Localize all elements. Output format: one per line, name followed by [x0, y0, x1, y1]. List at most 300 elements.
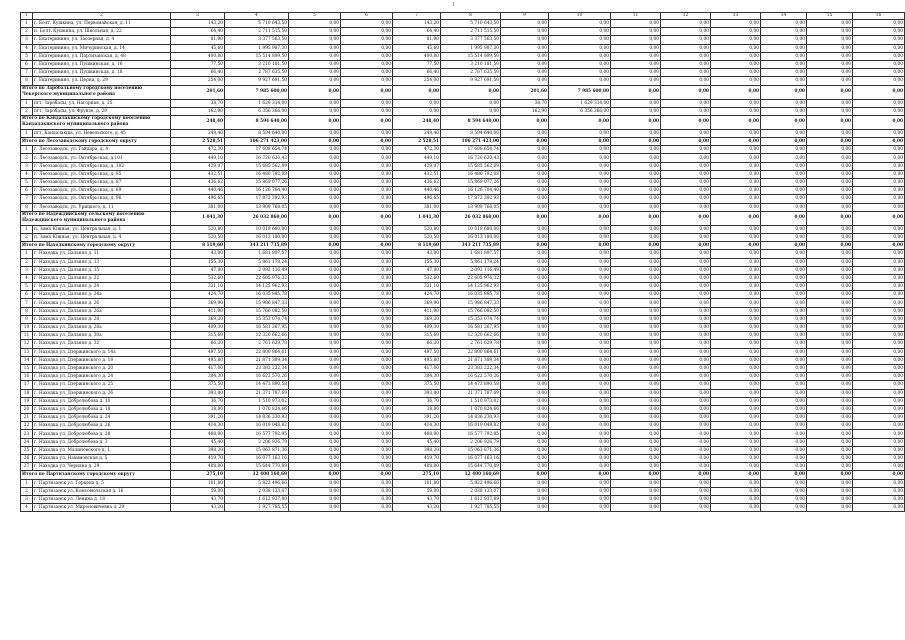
- value-cell: 0,00: [611, 99, 661, 107]
- value-cell: 0,00: [611, 463, 661, 471]
- value-cell: 0,00: [501, 195, 549, 203]
- value-cell: 495,80: [171, 356, 225, 364]
- value-cell: 0,00: [501, 115, 549, 129]
- value-cell: 0,00: [761, 495, 807, 503]
- value-cell: 0,00: [289, 504, 341, 512]
- value-cell: 304,30: [393, 373, 441, 381]
- table-row: [21, 179, 905, 187]
- value-cell: 0,00: [501, 211, 549, 225]
- row-number: 21: [21, 414, 33, 422]
- value-cell: 0,00: [341, 99, 393, 107]
- value-cell: 0,00: [549, 28, 611, 36]
- value-cell: 0,00: [761, 364, 807, 372]
- value-cell: 0,00: [289, 438, 341, 446]
- value-cell: 0,00: [341, 211, 393, 225]
- value-cell: 0,00: [501, 356, 549, 364]
- value-cell: 2 787 635,50: [441, 69, 501, 77]
- value-cell: 369,20: [171, 315, 225, 323]
- value-cell: 0,00: [611, 455, 661, 463]
- value-cell: 0,00: [611, 203, 661, 211]
- value-cell: 15 063 871,36: [225, 446, 289, 454]
- value-cell: 0,00: [807, 20, 853, 28]
- value-cell: 16 019 048,82: [225, 422, 289, 430]
- value-cell: 0,00: [761, 20, 807, 28]
- value-cell: 0,00: [549, 381, 611, 389]
- address-cell: п. Болт. Кушкина, ул. Школьная, д. 22: [33, 28, 171, 36]
- value-cell: 14 836 230,93: [441, 414, 501, 422]
- value-cell: 0,00: [501, 69, 549, 77]
- value-cell: 0,00: [549, 405, 611, 413]
- value-cell: 21 871 389,34: [225, 356, 289, 364]
- value-cell: 0,00: [501, 495, 549, 503]
- value-cell: 0,00: [341, 364, 393, 372]
- value-cell: 2 038 133,07: [441, 487, 501, 495]
- value-cell: 0,00: [501, 138, 549, 146]
- value-cell: 0,00: [761, 438, 807, 446]
- value-cell: 0,00: [549, 495, 611, 503]
- value-cell: 0,00: [289, 20, 341, 28]
- value-cell: 0,00: [501, 315, 549, 323]
- value-cell: 0,00: [341, 487, 393, 495]
- value-cell: 496,65: [393, 195, 441, 203]
- value-cell: 0,00: [807, 495, 853, 503]
- value-cell: 0,00: [711, 28, 761, 36]
- value-cell: 0,00: [289, 405, 341, 413]
- value-cell: 1 629 314,00: [549, 99, 611, 107]
- table-row: [21, 307, 905, 315]
- value-cell: 16 577 792,95: [225, 430, 289, 438]
- value-cell: 0,00: [289, 36, 341, 44]
- value-cell: 0,00: [711, 107, 761, 115]
- value-cell: 0,00: [807, 291, 853, 299]
- value-cell: 440,46: [393, 187, 441, 195]
- value-cell: 0,00: [761, 397, 807, 405]
- address-cell: г. Екатеринино, ул. Заозерная, д. 4: [33, 36, 171, 44]
- table-row: [21, 504, 905, 512]
- value-cell: 0,00: [761, 187, 807, 195]
- value-cell: 106 271 423,00: [441, 138, 501, 146]
- value-cell: 10 019 680,00: [441, 225, 501, 233]
- value-cell: 0,00: [661, 504, 711, 512]
- value-cell: 7 985 600,00: [225, 85, 289, 99]
- value-cell: 0,00: [661, 332, 711, 340]
- value-cell: 0,00: [661, 44, 711, 52]
- value-cell: 0,00: [853, 291, 905, 299]
- address-cell: г. Находка ул. Дальняя д. 22: [33, 274, 171, 282]
- value-cell: 0,00: [289, 52, 341, 60]
- table-row: [21, 203, 905, 211]
- value-cell: 0,00: [711, 99, 761, 107]
- value-cell: 36,70: [393, 397, 441, 405]
- address-cell: г. Находка ул. Дальняя д. 11: [33, 250, 171, 258]
- value-cell: 495,80: [393, 356, 441, 364]
- value-cell: 0,00: [549, 225, 611, 233]
- value-cell: 0,00: [289, 258, 341, 266]
- value-cell: 0,00: [661, 373, 711, 381]
- value-cell: 0,00: [807, 504, 853, 512]
- value-cell: 0,00: [661, 179, 711, 187]
- row-number: 4: [21, 170, 33, 178]
- value-cell: 0,00: [289, 455, 341, 463]
- value-cell: 0,00: [853, 340, 905, 348]
- value-cell: 0,00: [393, 85, 441, 99]
- address-cell: г. Партизанск ул. Мироновичевна д. 29: [33, 504, 171, 512]
- value-cell: 15 353 074,74: [441, 315, 501, 323]
- value-cell: 0,00: [341, 373, 393, 381]
- value-cell: 0,00: [501, 397, 549, 405]
- value-cell: 315,60: [171, 332, 225, 340]
- value-cell: 15 644 770,89: [441, 463, 501, 471]
- address-cell: г. Партизанск ул. Ленина д. 18: [33, 495, 171, 503]
- value-cell: 0,00: [661, 211, 711, 225]
- value-cell: 16 720 620,43: [441, 154, 501, 162]
- table-row: [21, 20, 905, 28]
- value-cell: 532,60: [171, 274, 225, 282]
- value-cell: 0,00: [549, 77, 611, 85]
- value-cell: 0,00: [289, 69, 341, 77]
- value-cell: 0,00: [807, 307, 853, 315]
- value-cell: 0,00: [549, 129, 611, 137]
- value-cell: 408,90: [393, 430, 441, 438]
- value-cell: 0,00: [611, 69, 661, 77]
- value-cell: 26 032 860,00: [441, 211, 501, 225]
- value-cell: 0,00: [341, 479, 393, 487]
- value-cell: 0,00: [807, 115, 853, 129]
- value-cell: 0,00: [549, 187, 611, 195]
- value-cell: 0,00: [611, 242, 661, 250]
- value-cell: 0,00: [761, 242, 807, 250]
- value-cell: 0,00: [289, 348, 341, 356]
- value-cell: 0,00: [341, 138, 393, 146]
- value-cell: 0,00: [611, 138, 661, 146]
- table-row: [21, 225, 905, 233]
- value-cell: 0,00: [853, 107, 905, 115]
- value-cell: 0,00: [661, 356, 711, 364]
- value-cell: 0,00: [611, 504, 661, 512]
- value-cell: 0,00: [611, 479, 661, 487]
- value-cell: 0,00: [761, 455, 807, 463]
- value-cell: 0,00: [549, 430, 611, 438]
- value-cell: 13 909 768,05: [225, 203, 289, 211]
- value-cell: 0,00: [711, 242, 761, 250]
- value-cell: 0,00: [341, 20, 393, 28]
- column-number: 8: [441, 13, 501, 20]
- address-cell: г. Находка ул. Дальняя д. 13: [33, 258, 171, 266]
- value-cell: 0,00: [853, 242, 905, 250]
- value-cell: 155,30: [171, 258, 225, 266]
- value-cell: 0,00: [761, 107, 807, 115]
- value-cell: 375,50: [393, 381, 441, 389]
- row-number: 17: [21, 381, 33, 389]
- value-cell: 0,00: [853, 233, 905, 241]
- row-number: 3: [21, 495, 33, 503]
- value-cell: 0,00: [711, 225, 761, 233]
- value-cell: 1 612 937,89: [225, 495, 289, 503]
- value-cell: 0,00: [711, 381, 761, 389]
- value-cell: 0,00: [289, 85, 341, 99]
- value-cell: 0,00: [711, 463, 761, 471]
- value-cell: 0,00: [549, 274, 611, 282]
- value-cell: 43,70: [171, 495, 225, 503]
- column-number: 6: [341, 13, 393, 20]
- value-cell: 419,70: [393, 455, 441, 463]
- value-cell: 0,00: [611, 20, 661, 28]
- table-row: [21, 340, 905, 348]
- value-cell: 0,00: [807, 233, 853, 241]
- value-cell: 2 528,51: [393, 138, 441, 146]
- table-row: [21, 44, 905, 52]
- value-cell: 16 126 704,40: [441, 187, 501, 195]
- table-row: [21, 266, 905, 274]
- value-cell: 0,00: [807, 44, 853, 52]
- address-cell: г. Екатеринино, ул. Церна, д. 29: [33, 77, 171, 85]
- value-cell: 0,00: [289, 233, 341, 241]
- value-cell: 0,00: [807, 28, 853, 36]
- value-cell: 0,00: [501, 154, 549, 162]
- value-cell: 0,00: [807, 129, 853, 137]
- value-cell: 0,00: [761, 430, 807, 438]
- row-number: 23: [21, 430, 33, 438]
- value-cell: 0,00: [853, 479, 905, 487]
- value-cell: 6 356 366,00: [549, 107, 611, 115]
- value-cell: 408,80: [171, 463, 225, 471]
- address-cell: г. Находка ул. Добролюбова д. 26: [33, 422, 171, 430]
- value-cell: 0,00: [661, 397, 711, 405]
- value-cell: 0,00: [341, 52, 393, 60]
- value-cell: 0,00: [289, 28, 341, 36]
- value-cell: 409,30: [171, 324, 225, 332]
- value-cell: 1 681 897,57: [225, 250, 289, 258]
- value-cell: 0,00: [853, 504, 905, 512]
- value-cell: 414,30: [393, 422, 441, 430]
- address-cell: пгт. Заробалы, ул. Нагорная, д. 25: [33, 99, 171, 107]
- value-cell: 0,00: [853, 307, 905, 315]
- table-row: [21, 187, 905, 195]
- value-cell: 12 400 160,69: [225, 471, 289, 479]
- value-cell: 0,00: [807, 373, 853, 381]
- value-cell: 23 383 222,34: [441, 364, 501, 372]
- value-cell: 0,00: [611, 381, 661, 389]
- value-cell: 0,00: [853, 77, 905, 85]
- value-cell: 0,00: [549, 69, 611, 77]
- value-cell: 0,00: [711, 307, 761, 315]
- value-cell: 201,60: [171, 85, 225, 99]
- address-cell: г. Лесозаводск, ул. Октябрьская, д. 96: [33, 195, 171, 203]
- table-row: [21, 414, 905, 422]
- value-cell: 0,00: [761, 446, 807, 454]
- value-cell: 0,00: [611, 52, 661, 60]
- value-cell: 0,00: [853, 138, 905, 146]
- value-cell: 0,00: [289, 77, 341, 85]
- row-number: 2: [21, 487, 33, 495]
- value-cell: 411,90: [171, 307, 225, 315]
- value-cell: 0,00: [549, 422, 611, 430]
- value-cell: 0,00: [661, 283, 711, 291]
- row-number: 8: [21, 307, 33, 315]
- value-cell: 0,00: [853, 203, 905, 211]
- table-row: [21, 299, 905, 307]
- value-cell: 0,00: [807, 69, 853, 77]
- address-cell: г. Болт. Кушкина, ул. Первомайская, д. 11: [33, 20, 171, 28]
- value-cell: 0,00: [501, 471, 549, 479]
- value-cell: 0,00: [289, 115, 341, 129]
- value-cell: 0,00: [341, 60, 393, 68]
- value-cell: 0,00: [761, 99, 807, 107]
- value-cell: 408,90: [171, 430, 225, 438]
- value-cell: 0,00: [289, 195, 341, 203]
- value-cell: 0,00: [761, 44, 807, 52]
- column-number: 4: [225, 13, 289, 20]
- subtotal-label: Итого по Находкинскому городскому округу: [21, 242, 171, 250]
- value-cell: 532,60: [393, 274, 441, 282]
- value-cell: 0,00: [761, 195, 807, 203]
- value-cell: 0,00: [341, 471, 393, 479]
- value-cell: 0,00: [341, 129, 393, 137]
- value-cell: 0,00: [289, 187, 341, 195]
- value-cell: 248,40: [171, 129, 225, 137]
- value-cell: 3 377 563,50: [441, 36, 501, 44]
- value-cell: 0,00: [341, 463, 393, 471]
- value-cell: 0,00: [289, 44, 341, 52]
- value-cell: 0,00: [341, 315, 393, 323]
- column-number: 14: [761, 13, 807, 20]
- value-cell: 0,00: [761, 154, 807, 162]
- value-cell: 21 871 389,34: [441, 356, 501, 364]
- value-cell: 0,00: [501, 129, 549, 137]
- value-cell: 0,00: [711, 397, 761, 405]
- value-cell: 0,00: [853, 258, 905, 266]
- value-cell: 369,90: [171, 299, 225, 307]
- value-cell: 381,00: [171, 203, 225, 211]
- value-cell: 0,00: [289, 274, 341, 282]
- row-number: 8: [21, 77, 33, 85]
- address-cell: г. Екатеринино, ул. Партизанская, д. 48: [33, 52, 171, 60]
- value-cell: 2 761 629,78: [225, 340, 289, 348]
- column-number: 2: [33, 13, 171, 20]
- table-row: [21, 430, 905, 438]
- value-cell: 15 869 077,26: [225, 179, 289, 187]
- value-cell: 0,00: [501, 28, 549, 36]
- value-cell: 0,00: [661, 225, 711, 233]
- value-cell: 0,00: [761, 225, 807, 233]
- value-cell: 0,00: [807, 438, 853, 446]
- value-cell: 66,40: [393, 69, 441, 77]
- value-cell: 0,00: [611, 258, 661, 266]
- value-cell: 414,30: [171, 422, 225, 430]
- value-cell: 0,00: [661, 115, 711, 129]
- value-cell: 0,00: [549, 463, 611, 471]
- value-cell: 0,00: [289, 389, 341, 397]
- row-number: 2: [21, 28, 33, 36]
- value-cell: 408,80: [393, 463, 441, 471]
- value-cell: 0,00: [761, 332, 807, 340]
- value-cell: 0,00: [761, 146, 807, 154]
- value-cell: 77,50: [171, 60, 225, 68]
- value-cell: 0,00: [341, 233, 393, 241]
- row-number: 16: [21, 373, 33, 381]
- value-cell: 43,20: [171, 504, 225, 512]
- address-cell: г. Лесозаводск, ул. Урицкого, д. 11: [33, 203, 171, 211]
- value-cell: 440,46: [171, 187, 225, 195]
- address-cell: г. Екатеринино, ул. Пушкинская, д. 16: [33, 60, 171, 68]
- table-row: [21, 146, 905, 154]
- value-cell: 16 581 267,95: [441, 324, 501, 332]
- value-cell: 18,80: [393, 405, 441, 413]
- value-cell: 0,00: [661, 364, 711, 372]
- address-cell: г. Находка ул. Дальняя д. 30а: [33, 332, 171, 340]
- value-cell: 0,00: [661, 129, 711, 137]
- value-cell: 0,00: [611, 438, 661, 446]
- value-cell: 248,40: [393, 129, 441, 137]
- value-cell: 0,00: [611, 154, 661, 162]
- value-cell: 14 836 230,93: [225, 414, 289, 422]
- value-cell: 0,00: [341, 389, 393, 397]
- value-cell: 5 861 178,24: [441, 258, 501, 266]
- address-cell: г. Находка ул. Добролюбова д. 24: [33, 414, 171, 422]
- row-number: 10: [21, 324, 33, 332]
- value-cell: 497,50: [171, 348, 225, 356]
- value-cell: 369,20: [393, 315, 441, 323]
- row-number: 4: [21, 274, 33, 282]
- value-cell: 23 383 222,34: [225, 364, 289, 372]
- value-cell: 0,00: [341, 397, 393, 405]
- value-cell: 0,00: [611, 397, 661, 405]
- row-number: 5: [21, 283, 33, 291]
- value-cell: 47,00: [171, 266, 225, 274]
- value-cell: 0,00: [501, 266, 549, 274]
- value-cell: 13 909 768,05: [441, 203, 501, 211]
- value-cell: 0,00: [661, 242, 711, 250]
- value-cell: 143,20: [393, 20, 441, 28]
- value-cell: 0,00: [289, 242, 341, 250]
- value-cell: 0,00: [549, 250, 611, 258]
- table-row: [21, 28, 905, 36]
- value-cell: 0,00: [853, 129, 905, 137]
- value-cell: 0,00: [611, 266, 661, 274]
- value-cell: 0,00: [711, 52, 761, 60]
- value-cell: 0,00: [611, 283, 661, 291]
- row-number: 24: [21, 438, 33, 446]
- value-cell: 0,00: [661, 154, 711, 162]
- address-cell: г. Находка ул. Дальняя д. 26: [33, 299, 171, 307]
- row-number: 14: [21, 356, 33, 364]
- value-cell: 81,90: [171, 36, 225, 44]
- value-cell: 18,80: [171, 405, 225, 413]
- value-cell: 1 995 987,30: [441, 44, 501, 52]
- value-cell: 343 211 735,89: [225, 242, 289, 250]
- value-cell: 0,00: [853, 455, 905, 463]
- value-cell: 0,00: [711, 233, 761, 241]
- value-cell: 0,00: [711, 60, 761, 68]
- value-cell: 3 210 181,50: [225, 60, 289, 68]
- value-cell: 0,00: [853, 154, 905, 162]
- value-cell: 0,00: [761, 414, 807, 422]
- column-number: 13: [711, 13, 761, 20]
- value-cell: 0,00: [611, 170, 661, 178]
- value-cell: 0,00: [501, 324, 549, 332]
- value-cell: 1 612 937,89: [441, 495, 501, 503]
- value-cell: 0,00: [661, 291, 711, 299]
- value-cell: 0,00: [289, 364, 341, 372]
- value-cell: 0,00: [501, 77, 549, 85]
- value-cell: 0,00: [711, 44, 761, 52]
- row-number: 7: [21, 299, 33, 307]
- value-cell: 0,00: [761, 266, 807, 274]
- table-row: [21, 332, 905, 340]
- value-cell: 2 038 133,07: [225, 487, 289, 495]
- address-cell: г. Находка ул. Дальняя д. 32: [33, 340, 171, 348]
- row-number: 5: [21, 179, 33, 187]
